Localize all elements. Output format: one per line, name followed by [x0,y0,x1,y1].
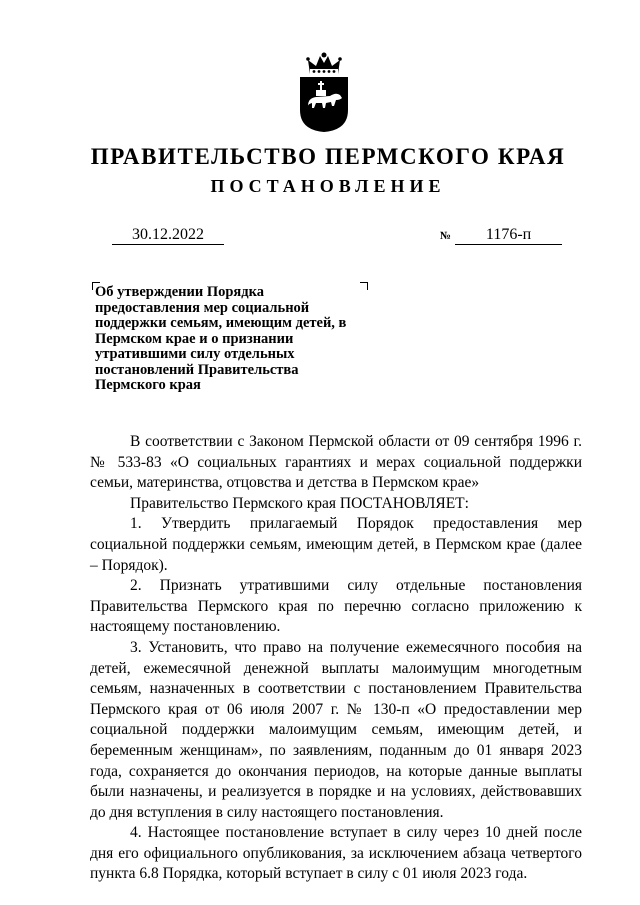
document-subject: Об утверждении Порядка предоставления мер социальной поддержки семьям, имеющим детей, в Пермском крае и о признании утратившими силу отдельных постановлений Правительства Пермского края [95,284,347,393]
item-1-paragraph: 1. Утвердить прилагаемый Порядок предоставления мер социальной поддержки семьям, имеющим детей, в Пермском крае (далее – Порядок). [90,515,582,574]
organization-title: ПРАВИТЕЛЬСТВО ПЕРМСКОГО КРАЯ [90,144,566,169]
document-type: ПОСТАНОВЛЕНИЕ [210,176,446,196]
preamble-paragraph: В соответствии с Законом Пермской области от 09 сентября 1996 г. № 533-83 «О социальных гарантиях и мерах социальной поддержки семьи, материнства, отцовства и детства в Пермском крае» [90,433,582,492]
document-number-block [440,225,562,246]
number-sign: № [440,230,452,242]
perm-krai-coat-of-arms-icon [296,52,352,132]
subject-corner-right [360,282,368,290]
document-body [90,432,582,885]
item-3-paragraph: 3. Установить, что право на получение ежемесячного пособия на детей, ежемесячной денежной выплаты малоимущим многодетным семьям, назначенных в соответствии с постановлением Правительства Пермского края от 06 июля 2007 г. № 130-п «О предоставлении мер социальной поддержки малоимущим семьям, имеющим детей, и беременным женщинам», по заявлениям, поданным до 01 января 2023 года, сохраняется до окончания периодов, на которые данные выплаты были назначены, и реализуется в порядке и на условиях, действовавших до дня вступления в силу настоящего постановления. [90,638,582,821]
item-2-paragraph: 2. Признать утратившими силу отдельные постановления Правительства Пермского края по перечню согласно приложению к настоящему постановлению. [90,577,582,636]
document-number: 1176-п [455,225,562,245]
resolves-paragraph: Правительство Пермского края ПОСТАНОВЛЯЕТ: [130,494,469,512]
document-date: 30.12.2022 [112,225,224,245]
item-4-paragraph: 4. Настоящее постановление вступает в силу через 10 дней после дня его официального опубликования, за исключением абзаца четвертого пункта 6.8 Порядка, который вступает в силу с 01 июля 2023 года. [90,824,582,883]
